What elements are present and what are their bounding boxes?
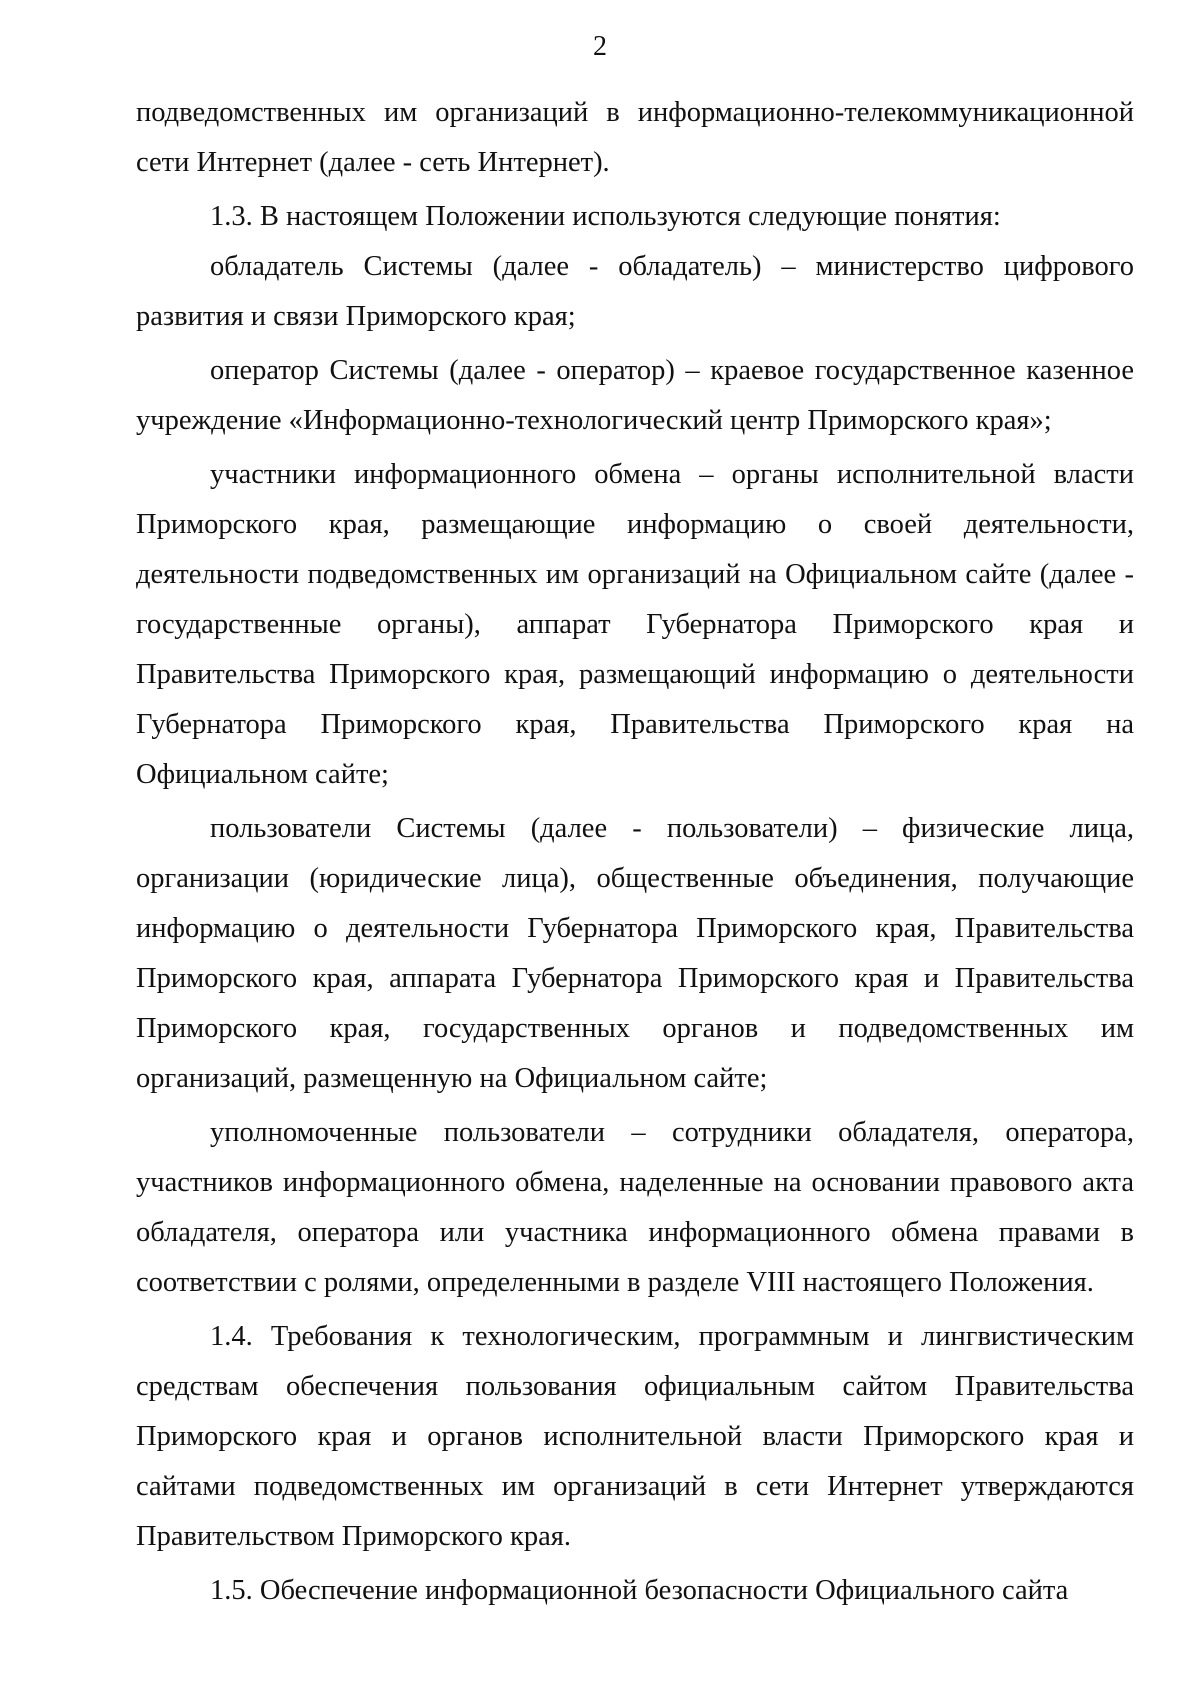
paragraph-users-definition: пользователи Системы (далее - пользователи) – физические лица, организации (юридические лица), общественные объединения, получающие информацию о деятельности Губернатора Приморского края, Правительства Приморского края, аппарата Губернатора Приморского края и Правительства Приморского края, государственных органов и подведомственных им организаций, размещенную на Официальном сайте;	[136, 813, 1134, 1094]
paragraph-owner-definition: обладатель Системы (далее - обладатель) – министерство цифрового развития и связи Приморского края;	[136, 251, 1134, 332]
document-body	[136, 88, 1134, 1616]
paragraph-clause-1-4: 1.4. Требования к технологическим, программным и лингвистическим средствам обеспечения пользования официальным сайтом Правительства Приморского края и органов исполнительной власти Приморского края и сайтами подведомственных им организаций в сети Интернет утверждаются Правительством Приморского края.	[136, 1321, 1134, 1552]
paragraph-authorized-users-definition: уполномоченные пользователи – сотрудники обладателя, оператора, участников информационного обмена, наделенные на основании правового акта обладателя, оператора или участника информационного обмена правами в соответствии с ролями, определенными в разделе VIII настоящего Положения.	[136, 1117, 1134, 1298]
page-number: 2	[593, 31, 607, 62]
paragraph-continuation: подведомственных им организаций в информационно-телекоммуникационной сети Интернет (далее - сеть Интернет).	[136, 97, 1134, 178]
paragraph-clause-1-3: 1.3. В настоящем Положении используются следующие понятия:	[210, 201, 1001, 232]
paragraph-participants-definition: участники информационного обмена – органы исполнительной власти Приморского края, размещающие информацию о своей деятельности, деятельности подведомственных им организаций на Официальном сайте (далее - государственные органы), аппарат Губернатора Приморского края и Правительства Приморского края, размещающий информацию о деятельности Губернатора Приморского края, Правительства Приморского края на Официальном сайте;	[136, 459, 1134, 790]
paragraph-clause-1-5: 1.5. Обеспечение информационной безопасности Официального сайта	[210, 1575, 1069, 1606]
paragraph-operator-definition: оператор Системы (далее - оператор) – краевое государственное казенное учреждение «Информационно-технологический центр Приморского края»;	[136, 355, 1134, 436]
